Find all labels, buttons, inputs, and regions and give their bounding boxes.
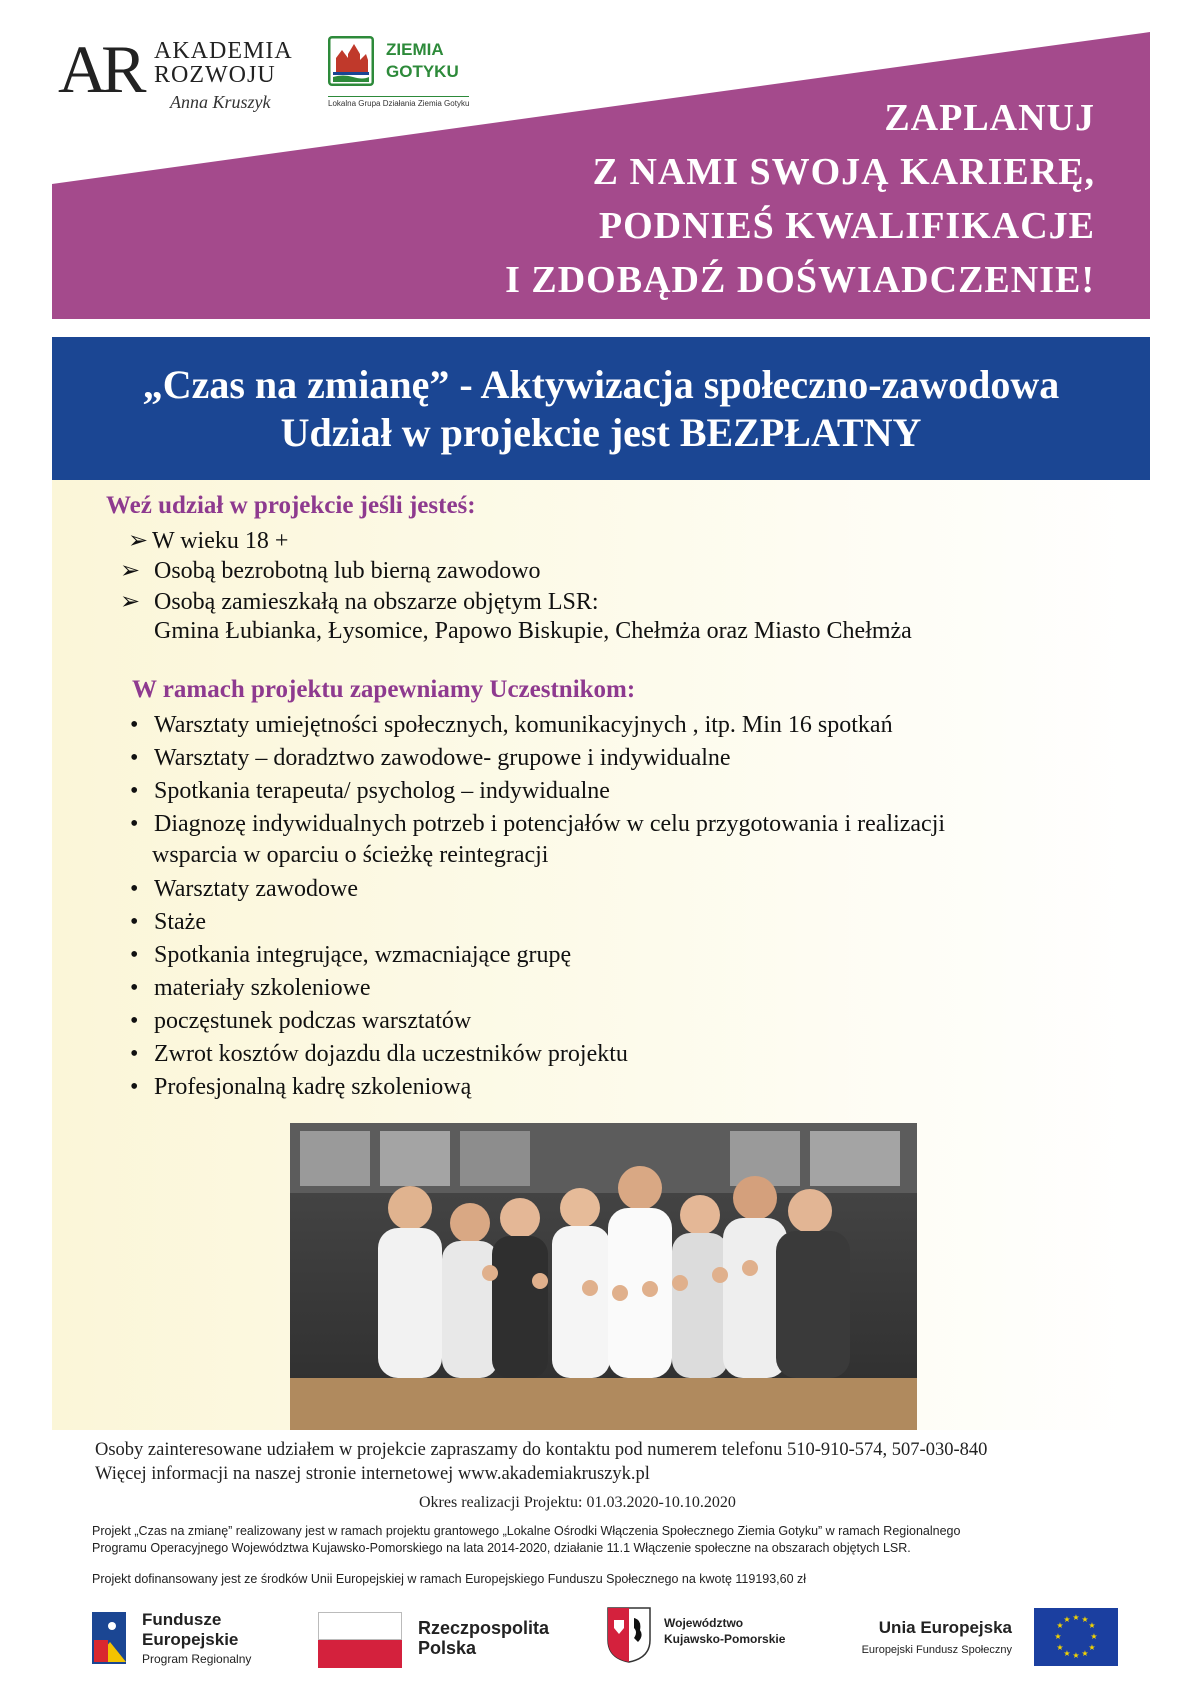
headline-line-4: I ZDOBĄDŹ DOŚWIADCZENIE! xyxy=(505,259,1095,301)
logo-text-ziemia: ZIEMIA xyxy=(386,40,444,59)
svg-text:★: ★ xyxy=(1063,1615,1071,1624)
offer-item: • Warsztaty – doradztwo zawodowe- grupowe i indywidualne xyxy=(130,745,731,771)
svg-text:★: ★ xyxy=(1088,1621,1096,1630)
logo-text-gotyku: GOTYKU xyxy=(386,62,459,81)
gothic-church-icon xyxy=(328,36,374,86)
kujawsko-pomorskie-logo xyxy=(606,1606,806,1672)
dot-bullet-icon: • xyxy=(130,1008,139,1034)
svg-text:★: ★ xyxy=(1072,1613,1080,1622)
offer-item: • Profesjonalną kadrę szkoleniową xyxy=(130,1074,472,1100)
fundusze-europejskie-emblem-icon xyxy=(90,1610,130,1670)
offer-item: • poczęstunek podczas warsztatów xyxy=(130,1008,472,1034)
eligibility-item: ➢ Osobą zamieszkałą na obszarze objętym LSR: xyxy=(120,589,599,615)
fundusze-europejskie-logo xyxy=(90,1604,280,1676)
svg-text:★: ★ xyxy=(1063,1649,1071,1658)
offer-item: • Diagnozę indywidualnych potrzeb i potencjałów w celu przygotowania i realizacji xyxy=(130,811,946,837)
arrow-bullet-icon: ➢ xyxy=(120,589,141,615)
offer-item: • Warsztaty umiejętności społecznych, komunikacyjnych , itp. Min 16 spotkań xyxy=(130,712,893,738)
dot-bullet-icon: • xyxy=(130,712,139,738)
logo-text-owner: Anna Kruszyk xyxy=(170,92,271,112)
eligibility-areas: Gmina Łubianka, Łysomice, Papowo Biskupie, Chełmża oraz Miasto Chełmża xyxy=(154,618,912,644)
arrow-bullet-icon: ➢ xyxy=(128,528,149,554)
offer-item: • Zwrot kosztów dojazdu dla uczestników projektu xyxy=(130,1041,628,1067)
headline-line-3: PODNIEŚ KWALIFIKACJE xyxy=(598,205,1095,247)
logo-text-rozwoju: ROZWOJU xyxy=(154,62,276,88)
contact-website-line: Więcej informacji na naszej stronie internetowej www.akademiakruszyk.pl xyxy=(95,1464,650,1484)
rp-line-2: Polska xyxy=(418,1638,477,1658)
svg-text:★: ★ xyxy=(1054,1632,1062,1641)
svg-text:★: ★ xyxy=(1081,1649,1089,1658)
fe-line-2: Europejskie xyxy=(142,1630,239,1649)
unia-europejska-logo xyxy=(840,1604,1120,1674)
dot-bullet-icon: • xyxy=(130,909,139,935)
dot-bullet-icon: • xyxy=(130,811,139,837)
legal-line-1: Projekt „Czas na zmianę” realizowany jest w ramach projektu grantowego „Lokalne Ośrodki Włączenia Społecznego Ziemia Gotyku” w ramach Regionalnego xyxy=(92,1524,961,1538)
eligibility-item: ➢ W wieku 18 + xyxy=(128,528,289,554)
offer-item: • Spotkania integrujące, wzmacniające grupę xyxy=(130,942,572,968)
offer-item: • materiały szkoleniowe xyxy=(130,975,371,1001)
offer-item-continuation: wsparcia w oparciu o ścieżkę reintegracji xyxy=(152,842,549,868)
dot-bullet-icon: • xyxy=(130,745,139,771)
logo-subtitle: Lokalna Grupa Działania Ziemia Gotyku xyxy=(328,96,469,108)
rp-line-1: Rzeczpospolita xyxy=(418,1618,550,1638)
free-participation-note: Udział w projekcie jest BEZPŁATNY xyxy=(280,410,922,455)
eligibility-heading: Weź udział w projekcie jeśli jesteś: xyxy=(106,492,476,519)
akademia-rozwoju-logo xyxy=(58,31,298,118)
legal-line-2: Programu Operacyjnego Województwa Kujawsko-Pomorskiego na lata 2014-2020, działanie 11.1 Włączenie społeczne na obszarach objętych LSR. xyxy=(92,1541,911,1555)
rzeczpospolita-polska-logo xyxy=(318,1612,568,1672)
offer-item: • Staże xyxy=(130,909,206,935)
fe-line-1: Fundusze xyxy=(142,1610,222,1629)
headline-line-2: Z NAMI SWOJĄ KARIERĘ, xyxy=(592,151,1095,193)
ziemia-gotyku-logo xyxy=(328,36,488,116)
logo-text-akademia: AKADEMIA xyxy=(154,38,293,64)
svg-text:★: ★ xyxy=(1056,1621,1064,1630)
kp-line-1: Województwo xyxy=(664,1616,744,1630)
ar-monogram: AR xyxy=(58,31,141,107)
regional-coat-of-arms-icon xyxy=(606,1606,652,1664)
eu-flag-icon xyxy=(1034,1608,1118,1666)
dot-bullet-icon: • xyxy=(130,1074,139,1100)
svg-text:★: ★ xyxy=(1056,1643,1064,1652)
dot-bullet-icon: • xyxy=(130,778,139,804)
contact-phone-line: Osoby zainteresowane udziałem w projekcie zapraszamy do kontaktu pod numerem telefonu 510-910-574, 507-030-840 xyxy=(95,1440,988,1460)
dot-bullet-icon: • xyxy=(130,942,139,968)
team-thumbs-up-photo xyxy=(290,1123,917,1430)
project-period: Okres realizacji Projektu: 01.03.2020-10.10.2020 xyxy=(419,1494,736,1511)
funding-note: Projekt dofinansowany jest ze środków Unii Europejskiej w ramach Europejskiego Funduszu Społecznego na kwotę 119193,60 zł xyxy=(92,1572,807,1586)
svg-text:★: ★ xyxy=(1072,1651,1080,1660)
project-title-band xyxy=(52,337,1150,480)
project-title: „Czas na zmianę” - Aktywizacja społeczno-zawodowa xyxy=(142,362,1060,407)
svg-text:★: ★ xyxy=(1088,1643,1096,1652)
offer-item: • Warsztaty zawodowe xyxy=(130,876,358,902)
dot-bullet-icon: • xyxy=(130,975,139,1001)
svg-text:★: ★ xyxy=(1090,1632,1098,1641)
headline-line-1: ZAPLANUJ xyxy=(884,97,1095,139)
ue-line-2: Europejski Fundusz Społeczny xyxy=(861,1644,1012,1656)
offer-item: • Spotkania terapeuta/ psycholog – indywidualne xyxy=(130,778,610,804)
ue-line-1: Unia Europejska xyxy=(878,1618,1012,1637)
dot-bullet-icon: • xyxy=(130,876,139,902)
eligibility-item: ➢ Osobą bezrobotną lub bierną zawodowo xyxy=(120,558,541,584)
kp-line-2: Kujawsko-Pomorskie xyxy=(664,1632,786,1646)
offer-heading: W ramach projektu zapewniamy Uczestnikom: xyxy=(132,676,636,703)
fe-line-3: Program Regionalny xyxy=(142,1652,252,1666)
svg-text:★: ★ xyxy=(1081,1615,1089,1624)
dot-bullet-icon: • xyxy=(130,1041,139,1067)
polish-flag-icon xyxy=(318,1612,402,1668)
arrow-bullet-icon: ➢ xyxy=(120,558,141,584)
